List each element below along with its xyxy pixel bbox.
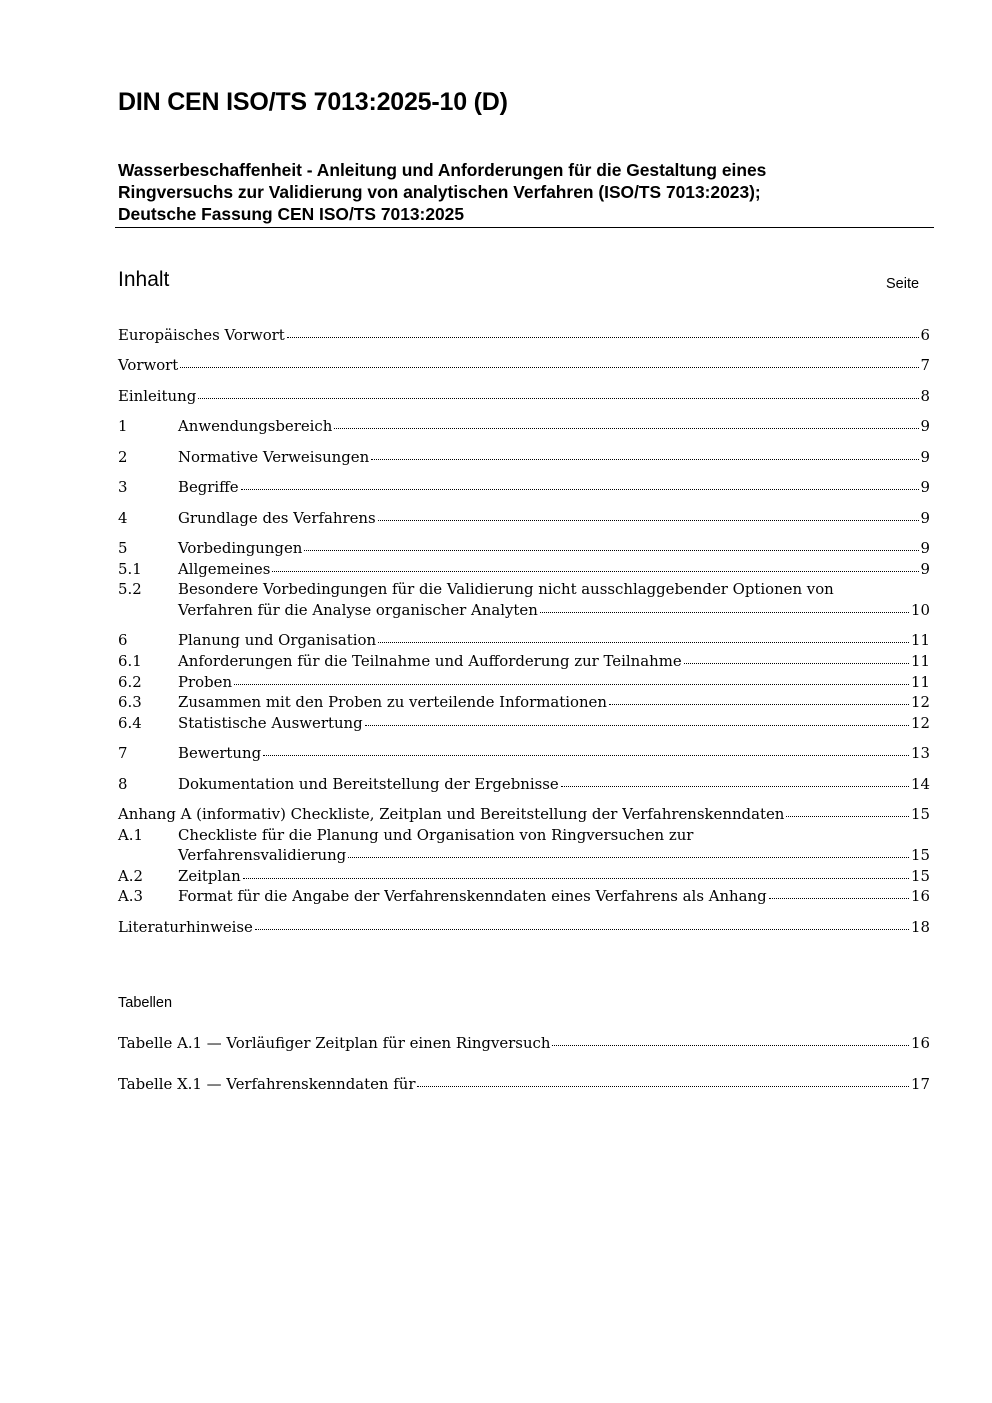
dot-leader xyxy=(234,683,909,685)
toc-entry-title: Anhang A (informativ) Checkliste, Zeitplan und Bereitstellung der Verfahrenskenndaten xyxy=(118,805,785,823)
toc-entry-number: 6.2 xyxy=(118,673,142,691)
toc-entry-title: Format für die Angabe der Verfahrenskenndaten eines Verfahrens als Anhang xyxy=(178,887,767,905)
toc-entry-title: Anforderungen für die Teilnahme und Aufforderung zur Teilnahme xyxy=(178,652,682,670)
table-list-entry[interactable] xyxy=(118,1033,930,1053)
toc-entry-number: 7 xyxy=(118,744,128,762)
page-column-label: Seite xyxy=(886,276,920,292)
toc-entry-page: 16 xyxy=(911,887,930,905)
toc-entry-page: 18 xyxy=(911,918,930,936)
dot-leader xyxy=(552,1044,909,1046)
toc-entry-title: Dokumentation und Bereitstellung der Ergebnisse xyxy=(178,775,559,793)
toc-entry[interactable] xyxy=(118,866,930,886)
table-entry-title: Tabelle X.1 — Verfahrenskenndaten für xyxy=(118,1075,416,1093)
toc-entry-page: 7 xyxy=(920,356,930,374)
toc-entry-page: 10 xyxy=(911,601,930,619)
document-subtitle xyxy=(118,159,928,225)
toc-entry[interactable] xyxy=(118,386,930,406)
toc-entry-number: 4 xyxy=(118,509,128,527)
toc-entry[interactable] xyxy=(118,416,930,436)
toc-entry-page: 12 xyxy=(911,693,930,711)
toc-entry-page: 9 xyxy=(920,509,930,527)
toc-entry-title: Checkliste für die Planung und Organisation von Ringversuchen zur xyxy=(178,826,694,844)
table-entry-page: 17 xyxy=(911,1075,930,1093)
toc-entry[interactable] xyxy=(118,508,930,528)
toc-entry-title: Anwendungsbereich xyxy=(178,417,333,435)
toc-entry-title: Vorbedingungen xyxy=(178,539,303,557)
toc-entry[interactable] xyxy=(118,355,930,375)
toc-entry-number: 2 xyxy=(118,448,128,466)
toc-entry[interactable] xyxy=(118,804,930,824)
dot-leader xyxy=(561,785,909,787)
toc-entry-title: Besondere Vorbedingungen für die Validierung nicht ausschlaggebender Optionen von xyxy=(178,580,834,598)
toc-entry-title: Bewertung xyxy=(178,744,262,762)
toc-entry-page: 15 xyxy=(911,805,930,823)
toc-entry-title: Vorwort xyxy=(118,356,179,374)
dot-leader xyxy=(786,815,909,817)
toc-entry[interactable] xyxy=(118,579,930,599)
dot-leader xyxy=(243,877,909,879)
tables-heading: Tabellen xyxy=(118,995,173,1011)
toc-entry-title: Begriffe xyxy=(178,478,239,496)
toc-entry-title: Allgemeines xyxy=(178,560,271,578)
document-id: DIN CEN ISO/TS 7013:2025-10 (D) xyxy=(118,88,508,116)
dot-leader xyxy=(255,928,909,930)
toc-entry[interactable] xyxy=(118,630,930,650)
toc-entry[interactable] xyxy=(118,774,930,794)
toc-entry-title: Zusammen mit den Proben zu verteilende Informationen xyxy=(178,693,607,711)
toc-heading: Inhalt xyxy=(118,268,170,291)
toc-entry-number: 5 xyxy=(118,539,128,557)
toc-entry-number: 6 xyxy=(118,631,128,649)
toc-entry[interactable] xyxy=(118,651,930,671)
toc-entry-number: 5.1 xyxy=(118,560,142,578)
dot-leader xyxy=(417,1085,909,1087)
toc-entry-page: 11 xyxy=(911,631,930,649)
toc-entry-page: 9 xyxy=(920,417,930,435)
toc-entry-continuation[interactable] xyxy=(118,600,930,620)
toc-entry-number: A.3 xyxy=(118,887,143,905)
toc-entry[interactable] xyxy=(118,477,930,497)
table-entry-page: 16 xyxy=(911,1034,930,1052)
toc-entry-number: 6.3 xyxy=(118,693,142,711)
toc-entry[interactable] xyxy=(118,743,930,763)
dot-leader xyxy=(365,724,909,726)
toc-entry[interactable] xyxy=(118,713,930,733)
toc-entry[interactable] xyxy=(118,538,930,558)
toc-entry-page: 9 xyxy=(920,560,930,578)
dot-leader xyxy=(378,641,909,643)
toc-entry[interactable] xyxy=(118,672,930,692)
toc-entry-title: Statistische Auswertung xyxy=(178,714,363,732)
dot-leader xyxy=(769,897,909,899)
toc-entry-number: A.2 xyxy=(118,867,143,885)
dot-leader xyxy=(198,397,918,399)
toc-entry-page: 9 xyxy=(920,448,930,466)
toc-entry-page: 15 xyxy=(911,867,930,885)
toc-entry-title: Verfahren für die Analyse organischer Analyten xyxy=(178,601,538,619)
toc-entry-title: Planung und Organisation xyxy=(178,631,377,649)
toc-entry-title: Grundlage des Verfahrens xyxy=(178,509,376,527)
toc-entry[interactable] xyxy=(118,886,930,906)
toc-entry[interactable] xyxy=(118,559,930,579)
dot-leader xyxy=(371,458,918,460)
table-list-entry[interactable] xyxy=(118,1074,930,1094)
dot-leader xyxy=(378,519,919,521)
dot-leader xyxy=(304,549,918,551)
table-entry-title: Tabelle A.1 — Vorläufiger Zeitplan für einen Ringversuch xyxy=(118,1034,551,1052)
subtitle-line: Wasserbeschaffenheit - Anleitung und Anforderungen für die Gestaltung eines xyxy=(118,160,767,180)
toc-entry-title: Verfahrensvalidierung xyxy=(178,846,347,864)
toc-entry-number: 6.1 xyxy=(118,652,142,670)
toc-entry-page: 12 xyxy=(911,714,930,732)
toc-entry-page: 6 xyxy=(920,326,930,344)
dot-leader xyxy=(334,427,918,429)
toc-entry-number: 8 xyxy=(118,775,128,793)
toc-entry-number: 3 xyxy=(118,478,128,496)
toc-entry-number: 5.2 xyxy=(118,580,142,598)
toc-entry-page: 11 xyxy=(911,652,930,670)
dot-leader xyxy=(180,366,918,368)
dot-leader xyxy=(272,570,918,572)
toc-entry-title: Literaturhinweise xyxy=(118,918,253,936)
toc-entry-title: Proben xyxy=(178,673,233,691)
dot-leader xyxy=(684,662,909,664)
dot-leader xyxy=(540,611,909,613)
toc-entry-page: 15 xyxy=(911,846,930,864)
subtitle-line: Ringversuchs zur Validierung von analytischen Verfahren (ISO/TS 7013:2023); xyxy=(118,182,761,202)
toc-entry-number: 6.4 xyxy=(118,714,142,732)
toc-entry[interactable] xyxy=(118,825,930,845)
toc-entry-title: Zeitplan xyxy=(178,867,241,885)
toc-entry-continuation[interactable] xyxy=(118,845,930,865)
dot-leader xyxy=(241,488,919,490)
toc-entry-page: 14 xyxy=(911,775,930,793)
toc-entry-title: Einleitung xyxy=(118,387,197,405)
toc-entry[interactable] xyxy=(118,447,930,467)
toc-entry-title: Normative Verweisungen xyxy=(178,448,370,466)
toc-entry-page: 8 xyxy=(920,387,930,405)
toc-entry-title: Europäisches Vorwort xyxy=(118,326,285,344)
subtitle-line: Deutsche Fassung CEN ISO/TS 7013:2025 xyxy=(118,204,465,224)
title-divider xyxy=(115,227,934,228)
dot-leader xyxy=(287,336,919,338)
toc-entry-page: 9 xyxy=(920,539,930,557)
toc-entry[interactable] xyxy=(118,325,930,345)
dot-leader xyxy=(263,754,909,756)
toc-entry[interactable] xyxy=(118,692,930,712)
toc-entry-page: 9 xyxy=(920,478,930,496)
toc-entry-number: A.1 xyxy=(118,826,143,844)
toc-entry-number: 1 xyxy=(118,417,128,435)
toc-entry-page: 11 xyxy=(911,673,930,691)
toc-entry-page: 13 xyxy=(911,744,930,762)
toc-entry[interactable] xyxy=(118,917,930,937)
dot-leader xyxy=(609,703,909,705)
dot-leader xyxy=(348,856,909,858)
